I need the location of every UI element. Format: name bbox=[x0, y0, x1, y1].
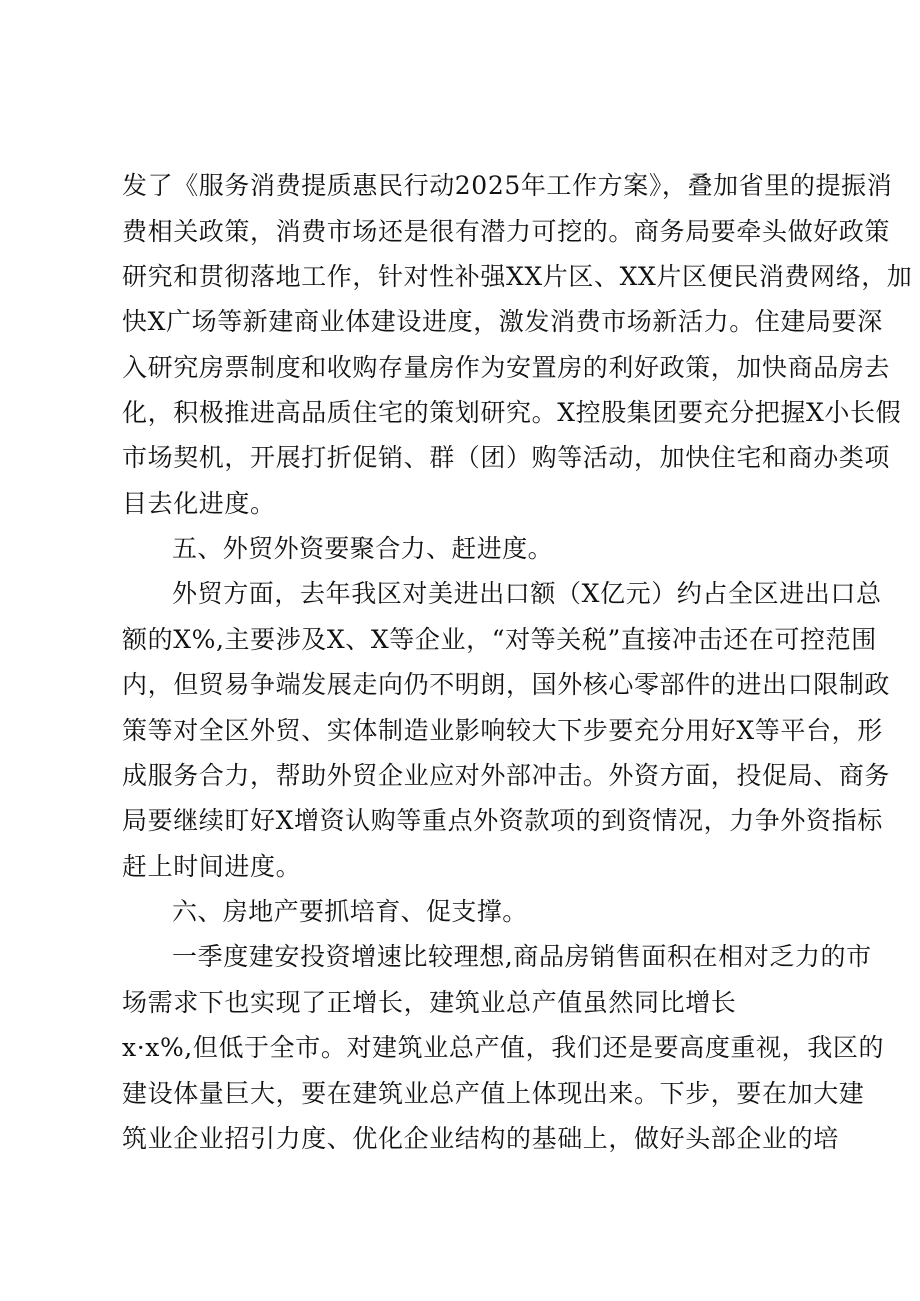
body-text-line: 策等对全区外贸、实体制造业影响较大下步要充分用好X等平台，形 bbox=[122, 716, 883, 745]
body-text-line: 市场契机，开展打折促销、群（团）购等活动，加快住宅和商办类项 bbox=[122, 443, 891, 472]
body-text-line: 研究和贯彻落地工作，针对性补强XX片区、XX片区便民消费网络，加 bbox=[122, 262, 913, 291]
section-heading-6: 六、房地产要抓培育、促支撑。 bbox=[172, 897, 528, 926]
body-text-line: 场需求下也实现了正增长，建筑业总产值虽然同比增长 bbox=[122, 988, 737, 1017]
body-text-line: 局要继续盯好X增资认购等重点外资款项的到资情况，力争外资指标 bbox=[122, 806, 883, 835]
body-text-line: 目去化进度。 bbox=[122, 489, 276, 518]
body-text-line: 一季度建安投资增速比较理想,商品房销售面积在相对乏力的市 bbox=[172, 942, 872, 971]
body-text-line: 成服务合力，帮助外贸企业应对外部冲击。外资方面，投促局、商务 bbox=[122, 761, 891, 790]
body-text-line: 发了《服务消费提质惠民行动2025年工作方案》，叠加省里的提振消 bbox=[122, 171, 893, 200]
body-text-line: 筑业企业招引力度、优化企业结构的基础上，做好头部企业的培 bbox=[122, 1124, 839, 1153]
body-text-line: 外贸方面，去年我区对美进出口额（X亿元）约占全区进出口总 bbox=[172, 579, 882, 608]
body-text-line: 入研究房票制度和收购存量房作为安置房的利好政策，加快商品房去 bbox=[122, 353, 891, 382]
body-text-line: x·x%,但低于全市。对建筑业总产值，我们还是要高度重视，我区的 bbox=[122, 1033, 885, 1062]
body-text-line: 内，但贸易争端发展走向仍不明朗，国外核心零部件的进出口限制政 bbox=[122, 670, 891, 699]
body-text-line: 费相关政策，消费市场还是很有潜力可挖的。商务局要牵头做好政策 bbox=[122, 217, 891, 246]
body-text-line: 额的X%,主要涉及X、X等企业，“对等关税”直接冲击还在可控范围 bbox=[122, 625, 877, 654]
body-text-line: 赶上时间进度。 bbox=[122, 852, 302, 881]
body-text-line: 快X广场等新建商业体建设进度，激发消费市场新活力。住建局要深 bbox=[122, 307, 883, 336]
section-heading-5: 五、外贸外资要聚合力、赶进度。 bbox=[172, 534, 554, 563]
body-text-line: 建设体量巨大，要在建筑业总产值上体现出来。下步，要在加大建 bbox=[122, 1079, 865, 1108]
body-text-line: 化，积极推进高品质住宅的策划研究。X控股集团要充分把握X小长假 bbox=[122, 398, 902, 427]
